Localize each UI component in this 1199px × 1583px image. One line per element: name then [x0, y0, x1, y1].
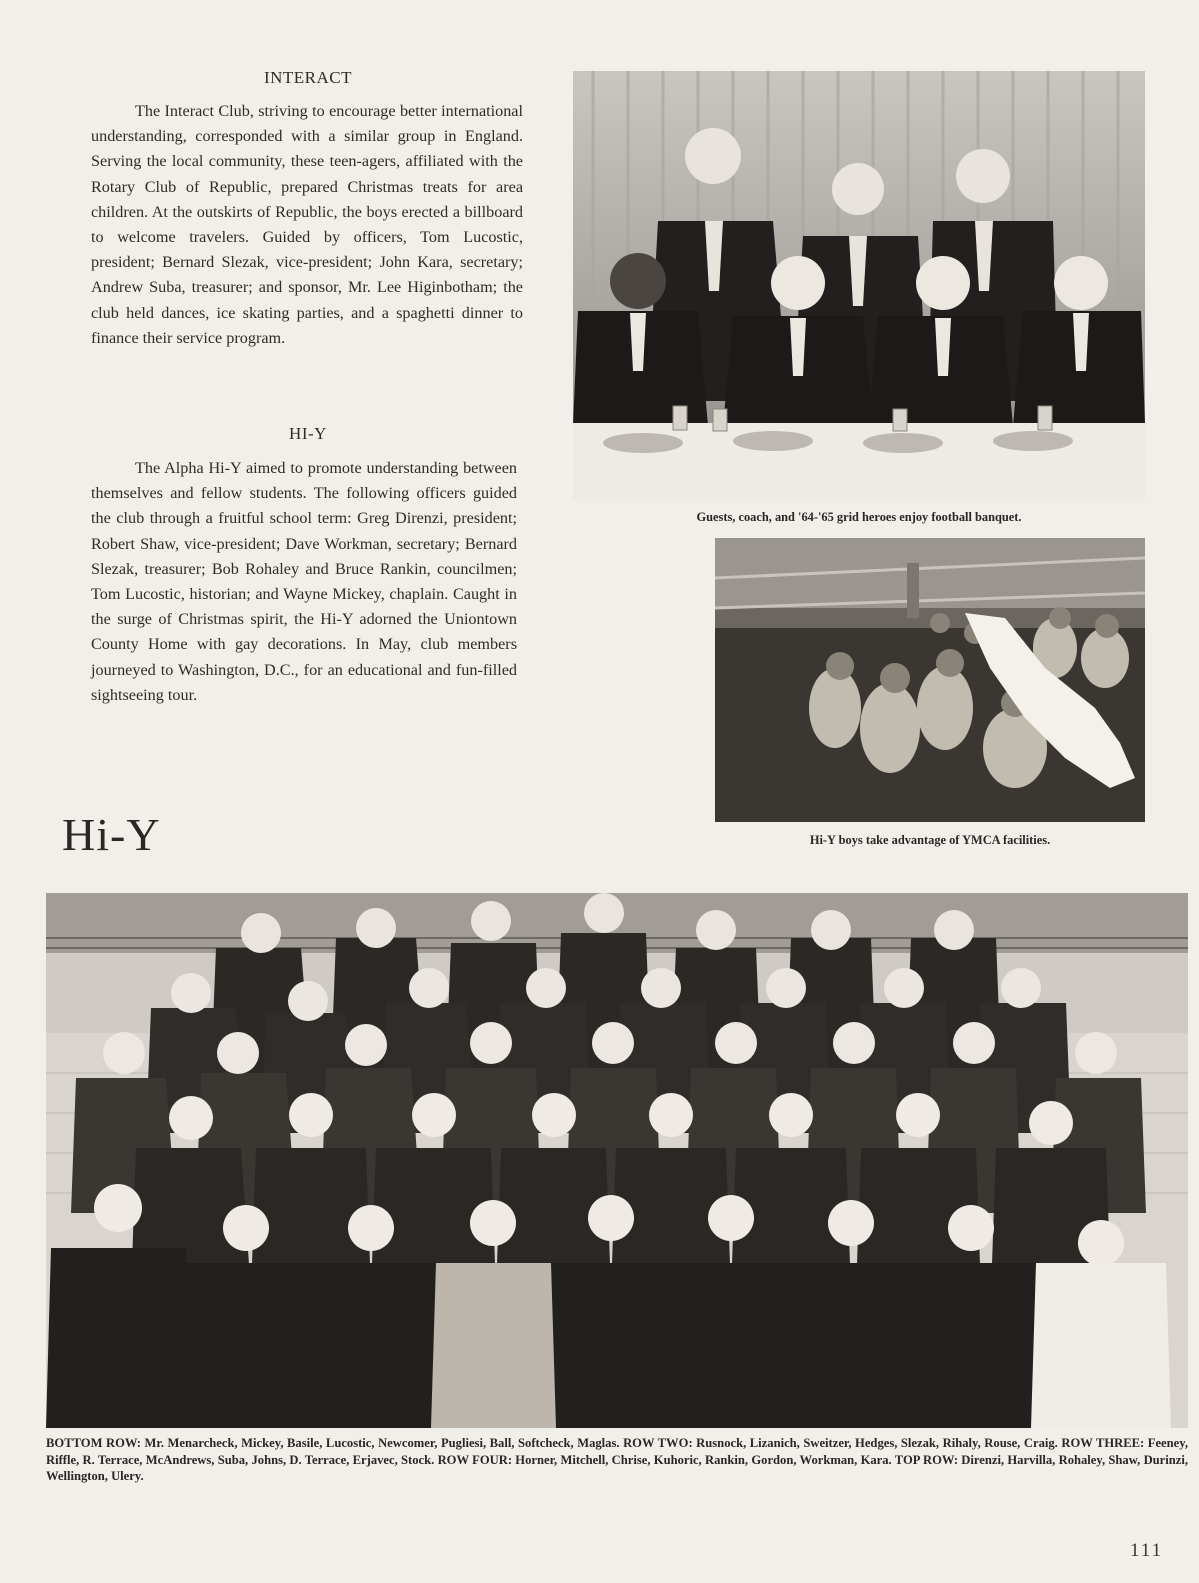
hiy-paragraph: The Alpha Hi-Y aimed to promote understanding between themselves and fellow students. The following officers guided the club through a fruitful school term: Greg Direnzi, president; Robert Shaw, vice-president; Dave Workman, secretary; Bernard Slezak, treasurer; Bob Rohaley and Bruce Rankin, councilmen; Tom Lucostic, historian; and Wayne Mickey, chaplain. Caught in the surge of Christmas spirit, the Hi-Y adorned the Uniontown County Home with gay decorations. In May, club members journeyed to Washington, D.C., for an educational and fun-filled sightseeing tour. — [91, 459, 517, 704]
group-photo-caption: BOTTOM ROW: Mr. Menarcheck, Mickey, Basile, Lucostic, Newcomer, Pugliesi, Ball, Softcheck, Maglas. ROW TWO: Rusnock, Lizanich, Sweitzer, Hedges, Slezak, Rihaly, Rouse, Craig. ROW THREE: Feeney, Riffle, R. Terrace, McAndrews, Suba, Johns, D. Terrace, Erjavec, Stock. ROW FOUR: Horner, Mitchell, Chrise, Kuhoric, Rankin, Gordon, Workman, Kara. TOP ROW: Direnzi, Harvilla, Rohaley, Shaw, Durinzi, Wellington, Ulery. — [46, 1436, 1188, 1484]
group-photo — [46, 893, 1188, 1428]
interact-heading: INTERACT — [263, 68, 353, 87]
banquet-caption: Guests, coach, and '64-'65 grid heroes enjoy football banquet. — [696, 510, 1022, 524]
pool-photo — [715, 538, 1145, 822]
page-number: 111 — [1130, 1540, 1164, 1561]
interact-paragraph: The Interact Club, striving to encourage better international understanding, corresponded with a similar group in England. Serving the local community, these teen-agers, affiliated with the Rotary Club of Republic, prepared Christmas treats for area children. At the outskirts of Republic, the boys erected a billboard to welcome travelers. Guided by officers, Tom Lucostic, president; Bernard Slezak, vice-president; John Kara, secretary; Andrew Suba, treasurer; and sponsor, Mr. Lee Higinbotham; the club held dances, ice skating parties, and a spaghetti dinner to finance their service program. — [91, 102, 523, 347]
section-title: Hi-Y — [62, 809, 161, 860]
hiy-heading: HI-Y — [289, 424, 327, 443]
pool-caption: Hi-Y boys take advantage of YMCA facilities. — [809, 833, 1051, 847]
banquet-photo — [573, 71, 1145, 501]
